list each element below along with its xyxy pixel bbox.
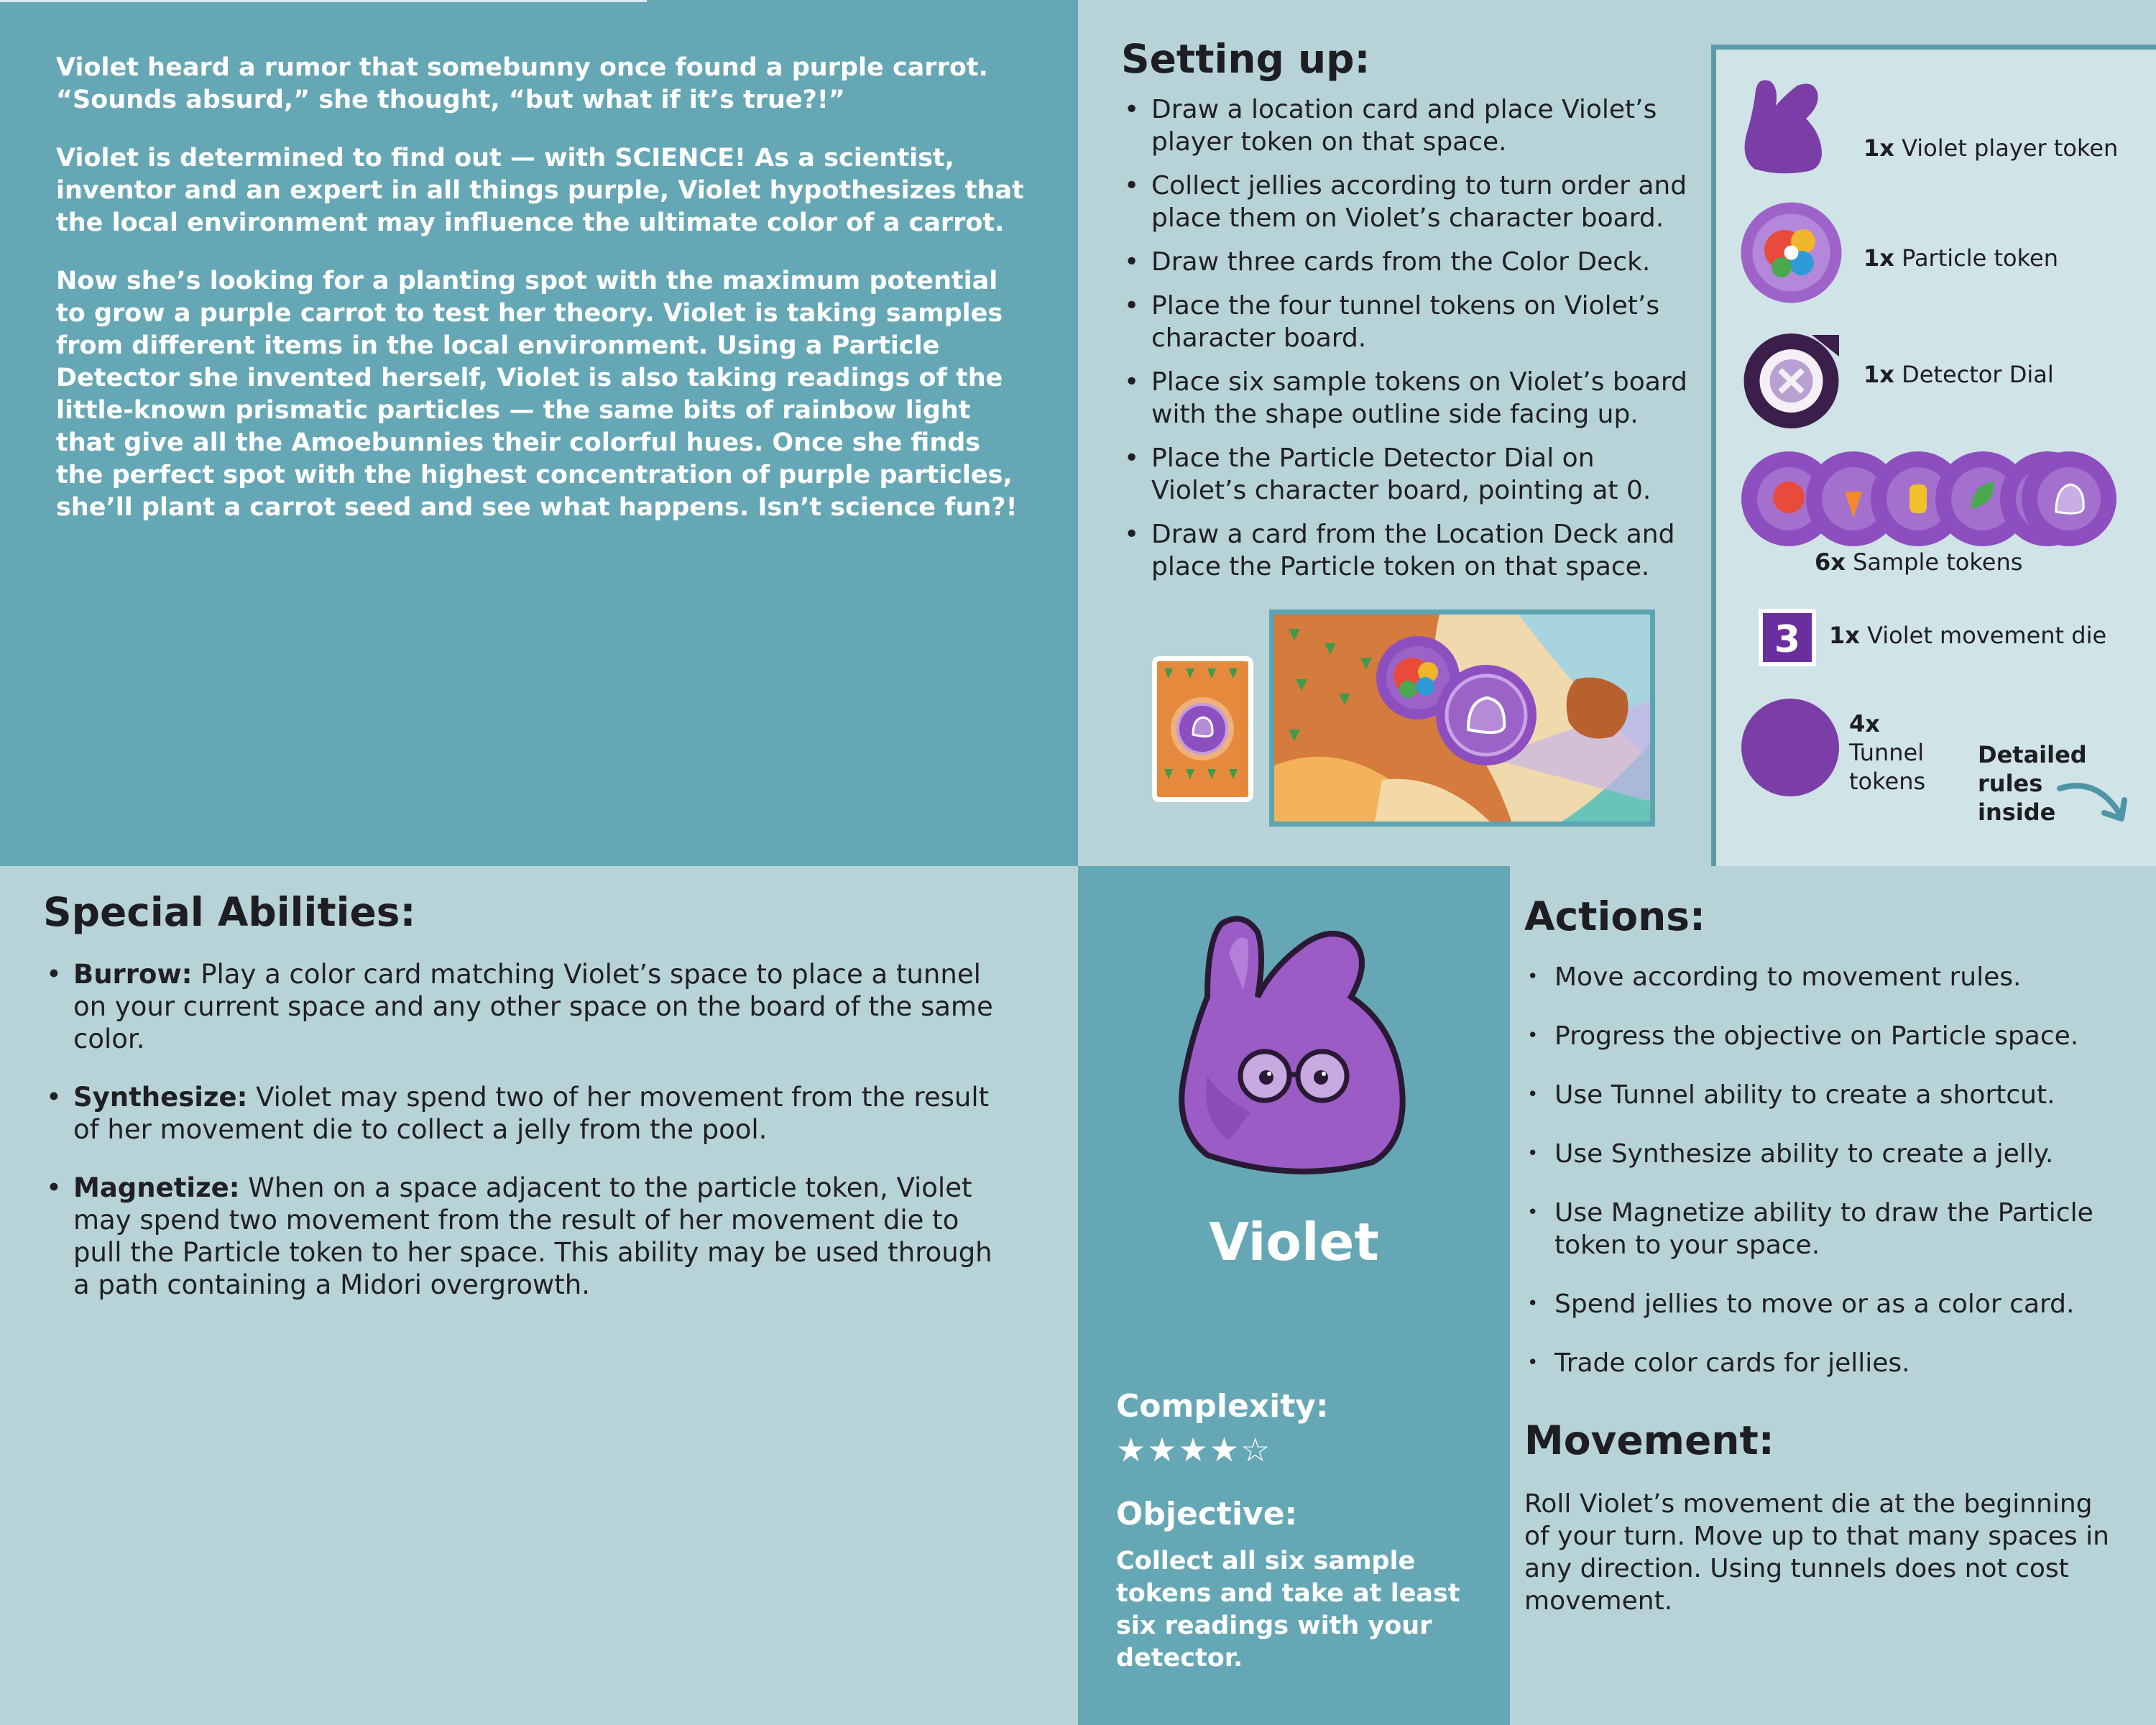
component-label: 1x Violet movement die	[1829, 622, 2107, 649]
setup-list	[1121, 93, 1696, 594]
setup-step: • Place six sample tokens on Violet’s board with the shape outline side facing up.	[1121, 366, 1696, 431]
setup-step: • Draw a card from the Location Deck and place the Particle token on that space.	[1121, 518, 1696, 583]
ability-name: Burrow:	[73, 959, 193, 990]
setup-step: • Draw a location card and place Violet’s player token on that space.	[1121, 93, 1696, 158]
divider	[0, 0, 647, 2]
component-label: 6x Sample tokens	[1815, 548, 2023, 576]
component-label: 1x Detector Dial	[1864, 361, 2054, 388]
abilities-title: Special Abilities:	[43, 889, 416, 935]
actions-panel	[1510, 866, 2156, 1725]
component-label: 1x Particle token	[1864, 244, 2058, 272]
action-item: • Move according to movement rules.	[1524, 961, 2128, 993]
action-item: • Use Synthesize ability to create a jelly.	[1524, 1138, 2128, 1170]
setup-panel	[1078, 0, 2156, 866]
ability-name: Synthesize:	[73, 1082, 248, 1113]
setup-step: • Draw three cards from the Color Deck.	[1121, 246, 1696, 278]
board-example-image	[1269, 610, 1655, 827]
actions-title: Actions:	[1524, 893, 1705, 939]
detector-dial-icon	[1740, 328, 1843, 431]
actions-list	[1524, 961, 2128, 1406]
special-abilities-panel	[0, 866, 1078, 1725]
detailed-rules-note: Detailed rules inside	[1978, 741, 2087, 826]
ability-item	[43, 1172, 1006, 1301]
story-paragraph: Violet heard a rumor that somebunny once found a purple carrot. “Sounds absurd,” she thought, “but what if it’s true?!”	[56, 53, 988, 114]
abilities-list	[43, 958, 1006, 1327]
die-value: 3	[1774, 618, 1801, 661]
objective-text: Collect all six sample tokens and take at least six readings with your detector.	[1116, 1547, 1460, 1673]
setup-step: • Place the four tunnel tokens on Violet’s character board.	[1121, 290, 1696, 354]
setup-title: Setting up:	[1121, 36, 1370, 82]
complexity-label: Complexity:	[1116, 1388, 1329, 1425]
violet-character-icon	[1164, 911, 1423, 1184]
location-card-image	[1152, 656, 1253, 802]
character-name: Violet	[1209, 1212, 1379, 1272]
ability-name: Magnetize:	[73, 1172, 240, 1203]
ability-text: Violet may spend two of her movement from the result of her movement die to collect a jelly from the pool.	[73, 1082, 990, 1145]
action-item: • Progress the objective on Particle space.	[1524, 1020, 2128, 1052]
movement-die-icon	[1757, 607, 1818, 668]
ability-item	[43, 1081, 1006, 1146]
movement-title: Movement:	[1524, 1417, 1774, 1463]
action-item: • Use Magnetize ability to draw the Particle token to your space.	[1524, 1197, 2128, 1261]
component-label: 4x Tunnel tokens	[1849, 710, 1926, 795]
action-item: • Trade color cards for jellies.	[1524, 1347, 2128, 1379]
setup-step: • Place the Particle Detector Dial on Violet’s character board, pointing at 0.	[1121, 442, 1696, 507]
story-panel	[0, 0, 1078, 866]
bunny-token-icon	[1741, 77, 1831, 178]
ability-item	[43, 958, 1006, 1055]
sample-tokens-icon	[1740, 448, 2121, 549]
curved-arrow-icon	[2054, 776, 2133, 833]
character-panel	[1078, 866, 1510, 1725]
action-item: • Spend jellies to move or as a color card.	[1524, 1288, 2128, 1320]
complexity-stars: ★★★★☆	[1116, 1430, 1272, 1469]
story-paragraph: Now she’s looking for a planting spot with the maximum potential to grow a purple carrot to test her theory. Violet is taking samples from different items in the local environment. Using a Particle Detector she invented herself, Violet is also taking readings of the little-known prismatic particles — the same bits of rainbow light that give all the Amoebunnies their colorful hues. Once she finds the perfect spot with the highest concentration of purple particles, she’ll plant a carrot seed and see what happens. Isn’t science fun?!	[56, 267, 1018, 522]
component-label: 1x Violet player token	[1864, 134, 2119, 162]
action-item: • Use Tunnel ability to create a shortcut.	[1524, 1079, 2128, 1111]
particle-token-icon	[1740, 201, 1843, 304]
board-map-icon	[1274, 615, 1650, 822]
tunnel-token-icon	[1740, 697, 1841, 798]
setup-step: • Collect jellies according to turn order and place them on Violet’s character board.	[1121, 170, 1696, 234]
ability-text: When on a space adjacent to the particle token, Violet may spend two movement from the result of her movement die to pull the Particle token to her space. This ability may be used through a path containing a Midori overgrowth.	[73, 1172, 992, 1300]
components-box	[1711, 45, 2156, 866]
story-paragraph: Violet is determined to find out — with SCIENCE! As a scientist, inventor and an expert in all things purple, Violet hypothesizes that the local environment may influence the ultimate color of a carrot.	[56, 144, 1024, 237]
objective-label: Objective:	[1116, 1496, 1298, 1532]
movement-text: Roll Violet’s movement die at the beginning of your turn. Move up to that many spaces in any direction. Using tunnels does not cost movement.	[1524, 1489, 2109, 1616]
ability-text: Play a color card matching Violet’s space to place a tunnel on your current space and any other space on the board of the same color.	[73, 959, 993, 1054]
carrot-field-icon	[1157, 661, 1248, 797]
